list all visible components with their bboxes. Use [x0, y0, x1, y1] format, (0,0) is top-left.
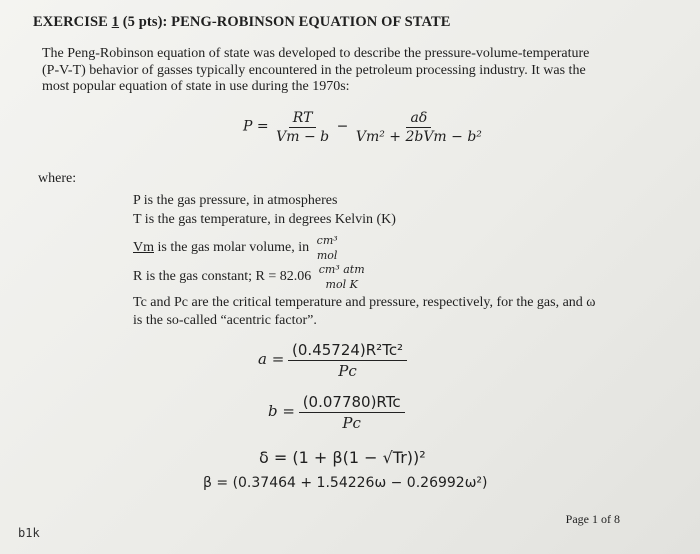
formula-b [268, 393, 405, 432]
volume-unit-num: cm³ [316, 234, 338, 247]
volume-symbol: Vm [133, 240, 154, 256]
equation-term2 [352, 110, 486, 145]
title-prefix: EXERCISE [33, 14, 112, 30]
intro-paragraph: The Peng-Robinson equation of state was developed to describe the pressure-volume-temperature (P-V-T) behavior of gasses typically encountered in the petroleum processing industry. It was the most popular equation of state in use during the 1970s: [42, 46, 590, 94]
title-number: 1 [111, 14, 120, 30]
gas-const-unit-num: cm³ atm [318, 263, 365, 276]
volume-unit-den: mol [316, 249, 338, 262]
def-pressure: P is the gas pressure, in atmospheres [133, 193, 338, 208]
formula-b-lhs: b = [268, 401, 295, 420]
term1-numerator: RT [289, 110, 317, 128]
def-temperature: T is the gas temperature, in degrees Kelvin (K) [133, 212, 396, 227]
formula-b-den: Pc [342, 414, 361, 432]
corner-label: b1k [18, 526, 40, 540]
equation-lhs: P = [243, 118, 269, 135]
gas-const-text: R is the gas constant; R = 82.06 [133, 269, 315, 285]
formula-a-lhs: a = [258, 349, 285, 368]
term2-numerator: aδ [406, 110, 431, 128]
formula-b-num: (0.07780)RTc [299, 393, 405, 413]
volume-text: is the gas molar volume, in [154, 240, 313, 256]
formula-beta: β = (0.37464 + 1.54226ω − 0.26992ω²) [203, 475, 488, 491]
gas-const-unit [315, 263, 369, 291]
volume-unit [313, 234, 342, 262]
formula-b-fraction [299, 393, 405, 432]
term1-denominator: Vm − b [276, 129, 330, 145]
gas-const-unit-den: mol K [325, 278, 358, 291]
formula-delta: δ = (1 + β(1 − √Tr))² [259, 448, 426, 467]
equation-minus: − [336, 118, 349, 135]
page-number: Page 1 of 8 [565, 512, 620, 526]
equation-term1 [272, 110, 333, 145]
formula-a-fraction [288, 341, 407, 380]
def-gas-constant [133, 263, 369, 291]
formula-a-den: Pc [338, 362, 357, 380]
formula-a-num: (0.45724)R²Tc² [288, 341, 407, 361]
where-label: where: [38, 171, 77, 186]
def-critical-line2: is the so-called “acentric factor”. [133, 313, 317, 328]
def-critical-line1: Tc and Pc are the critical temperature and pressure, respectively, for the gas, and ω [133, 295, 596, 310]
def-molar-volume [133, 234, 342, 262]
term2-denominator: Vm² + 2bVm − b² [355, 129, 482, 145]
title-suffix: (5 pts): PENG-ROBINSON EQUATION OF STATE [119, 14, 451, 30]
formula-a [258, 341, 407, 380]
peng-robinson-equation [243, 110, 486, 145]
exercise-title [33, 14, 451, 31]
